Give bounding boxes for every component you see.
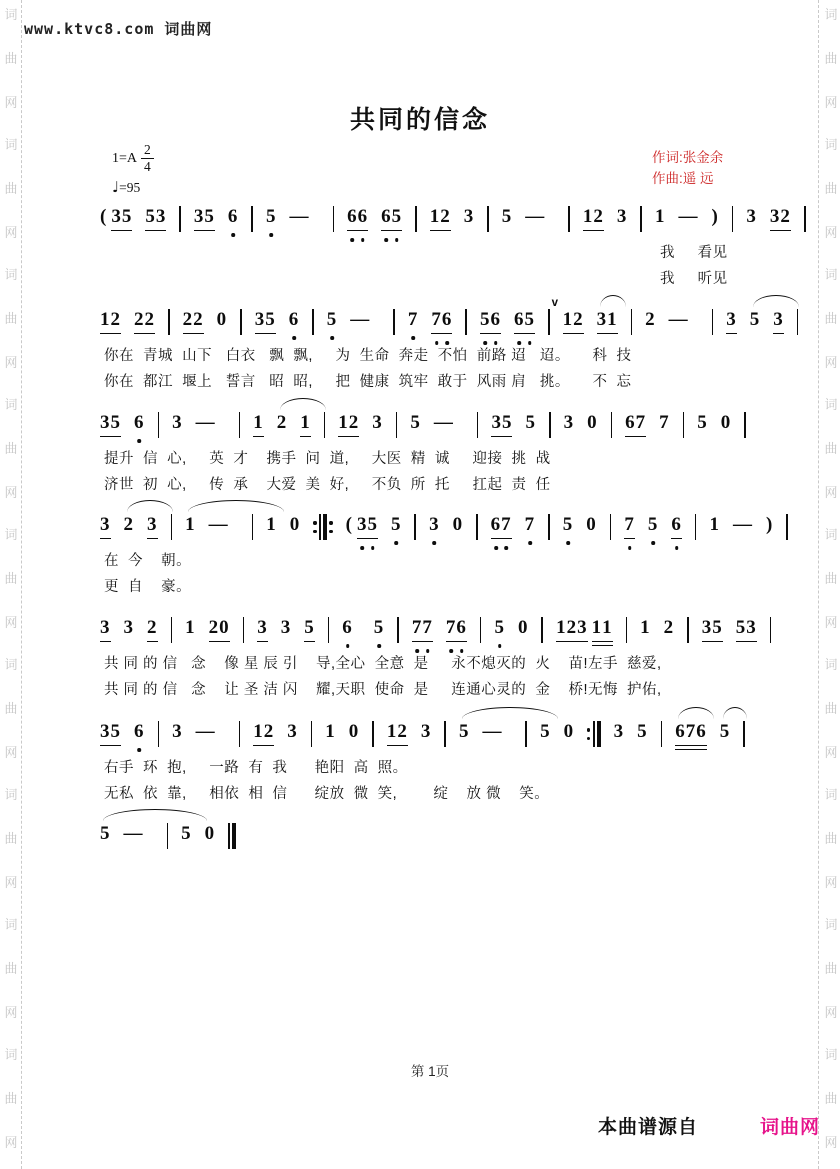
- note-token: 7 6: [446, 616, 467, 642]
- barline: [158, 412, 160, 438]
- final-barline: [228, 823, 236, 849]
- lyrics-line: 在 今 朝。: [104, 553, 192, 569]
- watermark-char: 词: [4, 397, 18, 412]
- note-token: 1: [266, 514, 277, 535]
- quarter-note-icon: ♩: [112, 178, 120, 197]
- barline: [168, 309, 170, 335]
- note-token: 6: [342, 616, 353, 640]
- watermark-char: 网: [824, 1005, 838, 1020]
- note-token: 3: [420, 721, 432, 742]
- barline: [732, 206, 734, 232]
- note-token: 3: [123, 617, 134, 638]
- watermark-char: 网: [824, 225, 838, 240]
- note-token: 5: [266, 205, 277, 229]
- note-token: 3: [147, 513, 158, 539]
- barline: [548, 514, 550, 540]
- barline: [786, 514, 788, 540]
- watermark-char: 词: [824, 397, 838, 412]
- watermark-char: 曲: [824, 831, 838, 846]
- note-token: 0: [348, 721, 360, 742]
- note-token: —: [732, 514, 753, 535]
- music-system: [100, 205, 791, 305]
- note-token: 0: [586, 514, 597, 535]
- watermark-char: 曲: [4, 311, 18, 326]
- barline: [465, 309, 467, 335]
- note-token: 3: [257, 616, 268, 642]
- note-token: 0: [720, 412, 732, 433]
- note-token: 2: [147, 616, 158, 642]
- barline: [393, 309, 395, 335]
- note-token: 5 6: [480, 308, 501, 334]
- barline: [695, 514, 697, 540]
- lyrics-line: 更 自 豪。: [104, 579, 192, 595]
- key-label: 1=A: [112, 150, 138, 166]
- note-token: 12: [100, 308, 121, 334]
- note-token: —: [289, 206, 310, 227]
- note-token: 1: [709, 514, 720, 535]
- note-token: 123: [556, 616, 588, 642]
- barline: [687, 617, 689, 643]
- note-token: 5: [637, 721, 648, 742]
- barline: [548, 309, 550, 335]
- watermark-char: 曲: [824, 961, 838, 976]
- note-token: ): [711, 206, 719, 227]
- watermark-char: 词: [4, 1047, 18, 1062]
- note-token: 3: [100, 513, 111, 539]
- note-token: 22: [183, 308, 204, 334]
- watermark-char: 曲: [4, 831, 18, 846]
- watermark-char: 曲: [4, 441, 18, 456]
- note-token: 5: [304, 616, 315, 642]
- note-token: 7: [659, 412, 670, 433]
- note-token: 32: [770, 205, 791, 231]
- note-token: 35: [702, 616, 723, 642]
- watermark-char: 词: [4, 657, 18, 672]
- note-token: 1: [185, 513, 196, 537]
- note-token: 0: [204, 823, 216, 844]
- note-token: 11: [592, 616, 613, 642]
- barline: [683, 412, 685, 438]
- note-token: 0: [563, 721, 575, 742]
- watermark-char: 网: [4, 225, 18, 240]
- watermark-char: 曲: [824, 1091, 838, 1106]
- barline: [396, 412, 398, 438]
- barline: [611, 412, 613, 438]
- note-token: 6: [134, 411, 145, 435]
- note-token: 35: [491, 411, 512, 437]
- watermark-char: 词: [824, 787, 838, 802]
- barline: [487, 206, 489, 232]
- note-token: 1: [300, 411, 311, 437]
- barline: [179, 206, 181, 232]
- watermark-char: 曲: [4, 961, 18, 976]
- watermark-char: 网: [4, 1135, 18, 1150]
- watermark-char: 网: [824, 875, 838, 890]
- source-label: 本曲谱源自: [598, 1117, 699, 1138]
- music-system: [100, 411, 780, 511]
- watermark-char: 曲: [824, 701, 838, 716]
- note-token: 1: [325, 721, 336, 742]
- note-token: ): [765, 514, 774, 535]
- note-token: 2: [663, 617, 675, 638]
- note-token: 3 5: [357, 513, 378, 539]
- time-signature-denominator: 4: [144, 159, 151, 175]
- lyrics-line: 共 同 的 信 念 像 星 辰 引 导,全心 全意 是 永不熄灭的 火 苗!左手 慈爱,: [104, 656, 662, 672]
- barline: [372, 721, 374, 747]
- watermark-char: 网: [824, 745, 838, 760]
- note-token: 3: [429, 513, 440, 537]
- watermark-char: 词: [824, 917, 838, 932]
- note-token: (: [100, 206, 108, 227]
- note-token: —: [208, 514, 229, 535]
- note-token: 35: [194, 205, 215, 231]
- watermark-char: 词: [824, 527, 838, 542]
- watermark-char: 词: [824, 7, 838, 22]
- note-token: 5: [563, 513, 574, 537]
- note-token: 53: [736, 616, 757, 642]
- note-token: 12: [583, 205, 604, 231]
- note-token: 7 6: [431, 308, 452, 334]
- barline: [324, 412, 326, 438]
- time-signature-numerator: 2: [141, 143, 154, 159]
- watermark-char: 网: [824, 95, 838, 110]
- lyrics-line: 提升 信 心, 英 才 携手 问 道, 大医 精 诚 迎接 挑 战: [104, 451, 551, 467]
- lyrics-line: 我 看见: [660, 245, 728, 261]
- barline: [568, 206, 570, 232]
- note-token: 6 6: [347, 205, 368, 231]
- note-token: —: [350, 309, 371, 330]
- barline: [397, 617, 399, 643]
- note-token: —: [678, 206, 699, 227]
- note-token: 1: [253, 411, 264, 437]
- note-token: 6: [228, 205, 239, 229]
- watermark-char: 曲: [4, 701, 18, 716]
- note-token: 35: [100, 720, 121, 746]
- note-row: [100, 205, 791, 237]
- barline: [240, 309, 242, 335]
- note-token: 0: [452, 514, 464, 535]
- barline: [797, 309, 799, 335]
- note-token: 3: [616, 206, 628, 227]
- barline: [743, 721, 745, 747]
- barline: [239, 721, 241, 747]
- tempo-value: =95: [119, 180, 141, 196]
- note-token: 6 5: [381, 205, 402, 231]
- note-token: 5: [501, 206, 513, 227]
- music-system: [100, 513, 780, 613]
- watermark-char: 网: [824, 485, 838, 500]
- page-number: 第 1页: [410, 1064, 450, 1079]
- barline: [171, 514, 173, 540]
- note-token: 67: [625, 411, 646, 437]
- note-token: 3: [613, 721, 625, 742]
- note-token: 6: [671, 513, 682, 539]
- watermark-char: 网: [4, 745, 18, 760]
- barline: [626, 617, 628, 643]
- music-system: [100, 822, 780, 922]
- note-token: 3: [100, 616, 111, 642]
- footer: [598, 1112, 820, 1139]
- note-token: —: [433, 412, 454, 433]
- note-token: 1: [654, 206, 666, 227]
- note-token: —: [482, 721, 503, 742]
- note-token: 0: [587, 412, 598, 433]
- note-token: 1: [640, 617, 651, 638]
- music-system: [100, 720, 780, 820]
- note-token: 7: [408, 308, 419, 332]
- note-token: 53: [145, 205, 166, 231]
- watermark-char: 网: [4, 355, 18, 370]
- note-token: 5: [410, 412, 421, 433]
- watermark-char: 曲: [4, 571, 18, 586]
- note-token: —: [195, 721, 216, 742]
- note-token: 12: [338, 411, 359, 437]
- note-token: 7: [525, 513, 536, 537]
- lyrics-line: 我 听见: [660, 271, 728, 287]
- note-token: 3: [563, 412, 575, 433]
- note-row: [100, 297, 784, 340]
- watermark-char: 曲: [4, 181, 18, 196]
- watermark-char: 词: [824, 267, 838, 282]
- site-watermark-text: www.ktvc8.com 词曲网: [24, 20, 213, 38]
- barline: [480, 617, 482, 643]
- note-token: 3: [287, 721, 298, 742]
- note-token: 5: [720, 720, 731, 744]
- music-system: [100, 616, 780, 716]
- barline: [525, 721, 527, 747]
- note-token: 1: [185, 617, 196, 638]
- note-token: 6 5: [514, 308, 535, 334]
- note-token: 5: [391, 513, 402, 537]
- watermark-char: 网: [824, 355, 838, 370]
- watermark-char: 网: [4, 1005, 18, 1020]
- watermark-char: 网: [4, 95, 18, 110]
- lyricist-credit: 作词:张金余: [652, 150, 724, 165]
- note-row: [100, 513, 780, 545]
- watermark-char: 词: [824, 137, 838, 152]
- barline: [171, 617, 173, 643]
- watermark-char: 网: [4, 875, 18, 890]
- barline: [640, 206, 642, 232]
- watermark-char: 词: [4, 787, 18, 802]
- note-token: 3: [773, 308, 784, 334]
- barline: [712, 309, 714, 335]
- watermark-char: 曲: [824, 311, 838, 326]
- note-token: —: [123, 823, 144, 844]
- barline: [444, 721, 446, 747]
- note-token: 6 7: [491, 513, 512, 539]
- barline: [243, 617, 245, 643]
- lyrics-line: 共 同 的 信 念 让 圣 洁 闪 耀,天职 使命 是 连通心灵的 金 桥!无悔 护佑,: [104, 682, 662, 698]
- barline: [252, 514, 254, 540]
- note-token: 5: [525, 412, 536, 433]
- note-token: 3: [726, 308, 737, 334]
- note-token: 3: [372, 412, 383, 433]
- note-row: [100, 720, 780, 752]
- note-token: (: [345, 514, 353, 535]
- barline: [476, 514, 478, 540]
- lyrics-line: 右手 环 抱, 一路 有 我 艳阳 高 照。: [104, 760, 408, 776]
- watermark-char: 曲: [824, 181, 838, 196]
- barline: [251, 206, 253, 232]
- note-token: 3: [172, 412, 183, 433]
- barline: [744, 412, 746, 438]
- watermark-char: 曲: [824, 571, 838, 586]
- watermark-char: 网: [824, 1135, 838, 1150]
- note-token: 22: [134, 308, 155, 334]
- barline: [333, 206, 335, 232]
- note-token: 5: [750, 308, 761, 332]
- barline: [631, 309, 633, 335]
- watermark-char: 网: [824, 615, 838, 630]
- note-token: 5: [648, 513, 659, 537]
- note-token: 6: [134, 720, 145, 744]
- note-token: 12: [387, 720, 408, 746]
- barline: [311, 721, 313, 747]
- barline: [541, 617, 543, 643]
- note-token: 3: [280, 617, 292, 638]
- watermark-char: 网: [4, 615, 18, 630]
- barline: [158, 721, 160, 747]
- barline: [328, 617, 330, 643]
- note-row: [100, 616, 780, 648]
- note-token: 7 7: [412, 616, 433, 642]
- composer-credit: 作曲:遥 远: [652, 171, 714, 186]
- watermark-char: 词: [4, 917, 18, 932]
- note-token: 5: [327, 308, 338, 332]
- watermark-char: 词: [4, 137, 18, 152]
- note-row: [100, 822, 780, 854]
- note-token: 5: [540, 721, 551, 742]
- note-token: 3: [746, 206, 757, 227]
- note-token: 2: [645, 309, 656, 330]
- note-token: 3: [463, 206, 475, 227]
- note-token: 5: [494, 616, 505, 640]
- note-token: —: [525, 206, 546, 227]
- note-token: 2: [124, 513, 135, 537]
- note-token: 35: [100, 411, 121, 437]
- barline: [239, 412, 241, 438]
- note-token: 31: [597, 308, 618, 334]
- watermark-char: 词: [824, 1047, 838, 1062]
- watermark-char: 曲: [824, 441, 838, 456]
- barline: [415, 206, 417, 232]
- breath-mark: v: [551, 297, 558, 309]
- watermark-char: 词: [824, 657, 838, 672]
- note-token: 12: [430, 205, 451, 231]
- repeat-sign: [587, 721, 601, 747]
- note-token: 5: [697, 412, 708, 433]
- watermark-char: 词: [4, 527, 18, 542]
- lyrics-line: 你在 青城 山下 白衣 飘 飘, 为 生命 奔走 不怕 前路 迢 迢。 科 技: [104, 348, 632, 364]
- barline: [661, 721, 663, 747]
- watermark-char: 曲: [4, 1091, 18, 1106]
- barline: [414, 514, 416, 540]
- note-token: 676: [675, 720, 707, 746]
- watermark-char: 曲: [824, 51, 838, 66]
- barline: [804, 206, 806, 232]
- watermark-char: 词: [4, 267, 18, 282]
- note-token: 6: [289, 308, 300, 332]
- note-token: 35: [255, 308, 276, 334]
- note-row: [100, 411, 780, 443]
- note-token: —: [668, 309, 689, 330]
- note-token: 35: [111, 205, 132, 231]
- note-token: 12: [253, 720, 274, 746]
- barline: [770, 617, 772, 643]
- brand-name: 词曲网: [760, 1117, 821, 1138]
- lyrics-line: 你在 都江 堰上 誓言 昭 昭, 把 健康 筑牢 敢于 风雨 肩 挑。 不 忘: [104, 374, 632, 390]
- song-title: 共同的信念: [349, 106, 490, 134]
- lyrics-line: 无私 依 靠, 相依 相 信 绽放 微 笑, 绽 放 微 笑。: [104, 786, 550, 802]
- barline: [312, 309, 314, 335]
- note-token: 5: [100, 822, 111, 846]
- note-token: 7: [624, 513, 635, 539]
- lyrics-line: 济世 初 心, 传 承 大爱 美 好, 不负 所 托 扛起 责 任: [104, 477, 551, 493]
- barline: [610, 514, 612, 540]
- note-token: 20: [209, 616, 230, 642]
- barline: [477, 412, 479, 438]
- note-token: 0: [289, 514, 301, 535]
- note-token: 5: [459, 720, 470, 744]
- note-token: 2: [277, 411, 288, 435]
- repeat-sign: [313, 514, 332, 540]
- note-token: 5: [374, 616, 385, 640]
- watermark-char: 词: [4, 7, 18, 22]
- watermark-char: 曲: [4, 51, 18, 66]
- music-system: [100, 297, 784, 408]
- barline: [549, 412, 551, 438]
- note-token: 0: [216, 309, 228, 330]
- note-token: —: [195, 412, 216, 433]
- note-token: 5: [181, 823, 192, 844]
- watermark-char: 网: [4, 485, 18, 500]
- note-token: 12 v: [563, 308, 584, 334]
- note-token: 0: [517, 617, 529, 638]
- note-token: 3: [172, 721, 183, 742]
- barline: [167, 823, 169, 849]
